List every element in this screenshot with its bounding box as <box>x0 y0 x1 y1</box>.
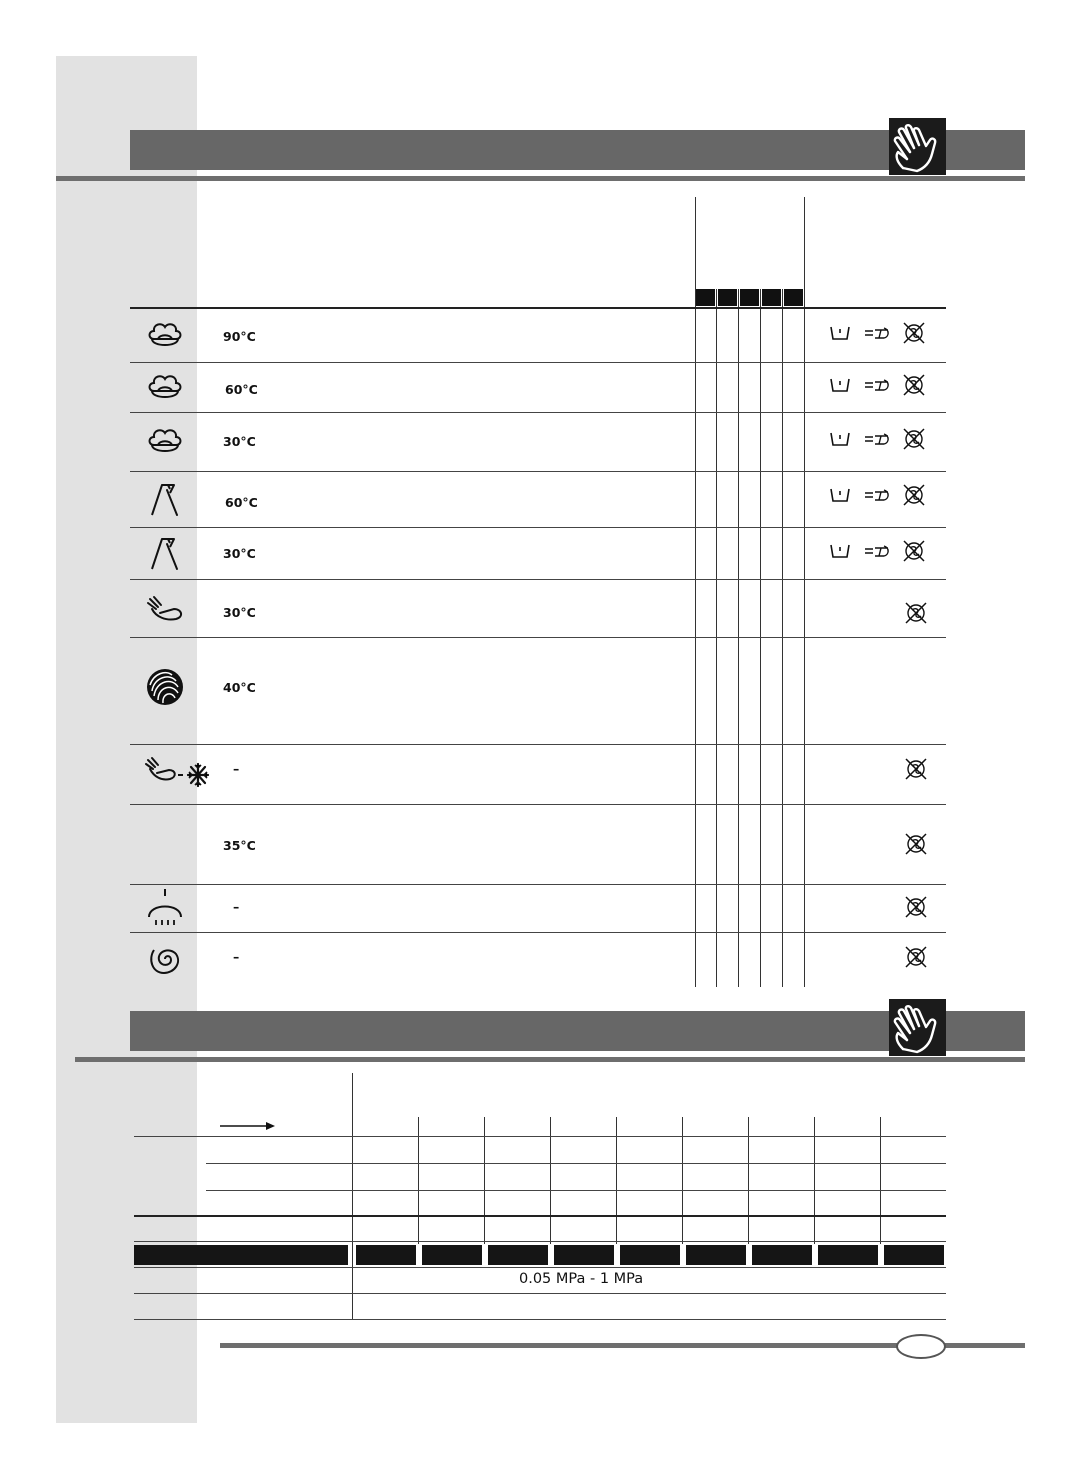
page-number-oval <box>896 1334 946 1359</box>
wool-icon <box>144 665 186 709</box>
option-icons <box>904 945 928 969</box>
option-icons <box>904 601 928 625</box>
delicates-icon <box>144 593 186 629</box>
no-spin-icon <box>902 373 926 397</box>
program-temperature: 30°C <box>223 605 256 620</box>
column-marker <box>718 289 737 306</box>
program-temperature: 90°C <box>223 329 256 344</box>
program-temperature: – <box>233 761 240 776</box>
technical-table <box>130 1073 946 1323</box>
option-icons <box>828 427 926 451</box>
program-temperature: 40°C <box>223 680 256 695</box>
no-spin-icon <box>902 483 926 507</box>
no-spin-icon <box>904 945 928 969</box>
no-spin-icon <box>904 832 928 856</box>
spin-icon <box>144 939 186 979</box>
no-spin-icon <box>904 601 928 625</box>
easy-iron-icon <box>862 484 892 506</box>
hand-icon <box>889 999 946 1056</box>
option-icons <box>904 895 928 919</box>
synthetics-icon <box>144 533 186 573</box>
no-spin-icon <box>902 427 926 451</box>
option-icons <box>828 321 926 345</box>
option-icons <box>828 539 926 563</box>
no-spin-icon <box>902 321 926 345</box>
easy-iron-icon <box>862 428 892 450</box>
no-spin-icon <box>904 895 928 919</box>
column-marker <box>784 289 803 306</box>
hand-icon <box>889 118 946 175</box>
program-temperature: 60°C <box>225 495 258 510</box>
section-rule-programs <box>56 176 1025 181</box>
no-spin-icon <box>902 539 926 563</box>
option-icons <box>828 373 926 397</box>
section-rule-technical <box>75 1057 1025 1062</box>
rinse-icon <box>144 887 186 927</box>
prewash-icon <box>828 484 852 506</box>
program-temperature: 60°C <box>225 382 258 397</box>
option-icons <box>828 483 926 507</box>
prewash-icon <box>828 374 852 396</box>
prewash-icon <box>828 428 852 450</box>
easy-iron-icon <box>862 322 892 344</box>
option-icons <box>904 757 928 781</box>
program-temperature: 30°C <box>223 546 256 561</box>
synthetics-icon <box>144 479 186 519</box>
cotton-icon <box>144 317 186 353</box>
cotton-icon <box>144 423 186 459</box>
option-icons <box>904 832 928 856</box>
column-marker <box>740 289 759 306</box>
column-marker <box>762 289 781 306</box>
arrow-right-icon <box>220 1121 276 1131</box>
prewash-icon <box>828 540 852 562</box>
program-temperature: – <box>233 949 240 964</box>
program-temperature: 30°C <box>223 434 256 449</box>
cotton-icon <box>144 369 186 405</box>
program-table <box>130 197 946 987</box>
delicates-cold-icon <box>144 755 216 791</box>
prewash-icon <box>828 322 852 344</box>
water-pressure-value: 0.05 MPa - 1 MPa <box>519 1271 644 1287</box>
easy-iron-icon <box>862 540 892 562</box>
no-spin-icon <box>904 757 928 781</box>
column-marker <box>696 289 715 306</box>
program-temperature: 35°C <box>223 838 256 853</box>
program-temperature: – <box>233 899 240 914</box>
easy-iron-icon <box>862 374 892 396</box>
